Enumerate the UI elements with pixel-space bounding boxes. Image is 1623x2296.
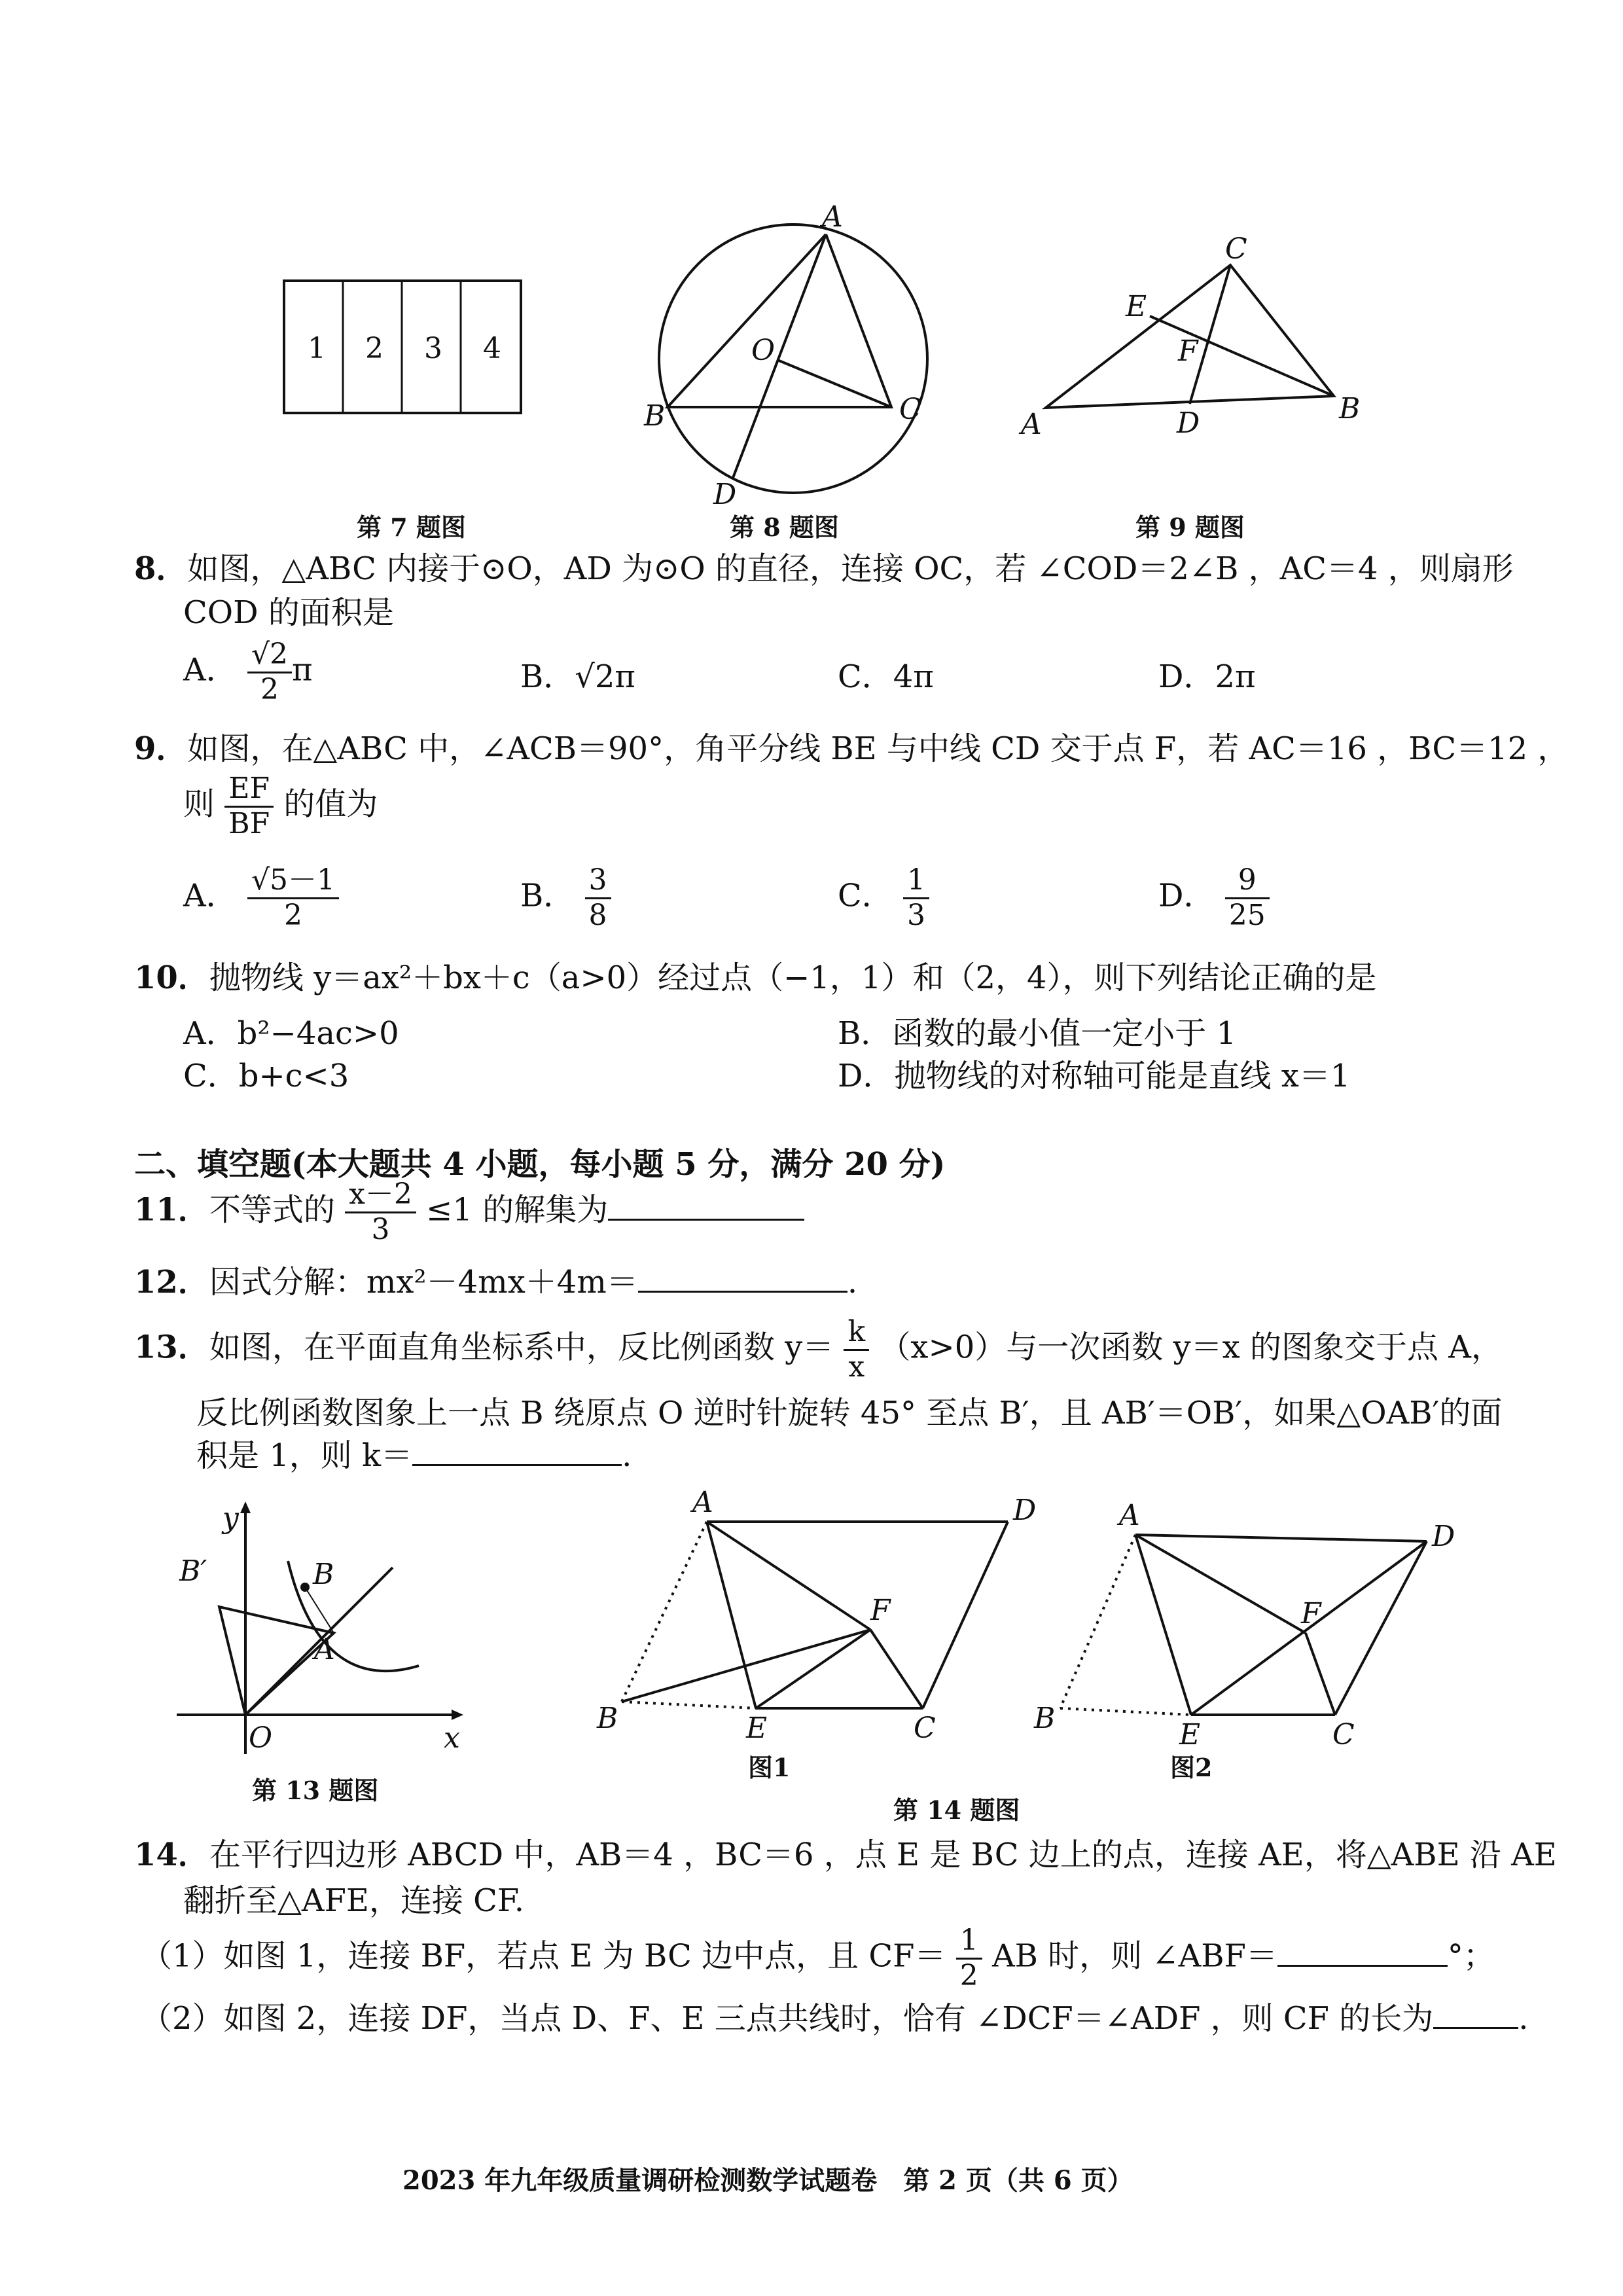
- question-11-answer-blank[interactable]: [608, 1218, 804, 1221]
- fig8-label-D: D: [713, 478, 737, 511]
- question-8-option-d: D．2π: [1158, 658, 1256, 695]
- fig14-caption: 第 14 题图: [893, 1795, 1020, 1825]
- question-14-part-1: （1）如图 1，连接 BF，若点 E 为 BC 边中点，且 CF＝ $\frac{1}{2}$ AB 时，则 ∠ABF＝ °；: [141, 1924, 1495, 1992]
- question-8-line2: COD 的面积是: [183, 594, 394, 631]
- question-13-line2: 反比例函数图象上一点 B 绕原点 O 逆时针旋转 45° 至点 B′，且 AB′＝OB′，如果△OAB′的面: [196, 1395, 1503, 1431]
- question-10-option-a: A．b²−4ac>0: [183, 1015, 399, 1052]
- fig14a-caption: 图1: [748, 1753, 791, 1782]
- fig14a-label-E: E: [746, 1712, 768, 1745]
- question-8-option-a: A． $\frac{√2}{2}$ π: [183, 637, 313, 706]
- question-9-option-a: A． $\frac{√5-1}{2}$: [183, 864, 339, 932]
- fig14a-label-D: D: [1013, 1494, 1037, 1527]
- question-14-line1: 14．在平行四边形 ABCD 中，AB＝4 ，BC＝6 ，点 E 是 BC 边上的点，连接 AE，将△ABE 沿 AE: [134, 1837, 1557, 1873]
- fig14b-label-E: E: [1179, 1718, 1201, 1751]
- fig8-caption: 第 8 题图: [730, 512, 839, 542]
- fig13-label-y: y: [223, 1501, 239, 1535]
- fig9-label-C: C: [1225, 232, 1247, 266]
- question-8-number: 8．: [134, 550, 188, 587]
- fig14a-label-A: A: [692, 1486, 713, 1519]
- fig9-caption: 第 9 题图: [1135, 512, 1245, 542]
- question-14-part-2: （2）如图 2，连接 DF，当点 D、F、E 三点共线时，恰有 ∠DCF＝∠ADF ，则 CF 的长为 .: [141, 2000, 1529, 2037]
- fig7-cell-3: 3: [424, 332, 442, 365]
- question-13-answer-blank[interactable]: [412, 1463, 622, 1466]
- question-13-line3: 积是 1，则 k＝ .: [196, 1437, 632, 1474]
- question-9-option-b: B． $\frac{3}{8}$: [520, 864, 611, 932]
- question-12: 12．因式分解：mx²－4mx＋4m＝ .: [134, 1264, 858, 1300]
- fig13-label-B: B: [313, 1558, 334, 1591]
- fig14a-label-B: B: [597, 1702, 618, 1735]
- fig14b-label-C: C: [1332, 1718, 1355, 1751]
- question-8-option-c: C．4π: [838, 658, 934, 695]
- question-13-line1: 13．如图，在平面直角坐标系中，反比例函数 y＝ $\frac{k}{x}$ （x>0）与一次函数 y＝x 的图象交于点 A，: [134, 1315, 1503, 1384]
- question-11-number: 11．: [134, 1191, 209, 1229]
- question-10-option-b: B．函数的最小值一定小于 1: [838, 1015, 1237, 1052]
- question-14-number: 14．: [134, 1837, 209, 1873]
- fig13-label-A: A: [314, 1633, 335, 1666]
- fig7-cell-2: 2: [365, 332, 383, 365]
- question-14-part-2-answer-blank[interactable]: [1433, 2026, 1518, 2029]
- question-11: 11．不等式的 $\frac{x-2}{3}$ ≤1 的解集为: [134, 1178, 804, 1246]
- figure-9-drawing: [1021, 232, 1368, 442]
- fig7-cell-1: 1: [308, 332, 326, 365]
- question-9-line1: [134, 730, 1569, 767]
- question-8-line1: [134, 550, 1514, 587]
- fig8-label-A: A: [822, 200, 843, 234]
- fig9-label-A: A: [1021, 408, 1042, 441]
- fig13-label-Bprime: B′: [179, 1554, 207, 1588]
- fig14a-label-F: F: [870, 1594, 891, 1627]
- figure-7-drawing: [281, 278, 524, 416]
- question-10-line1: [134, 962, 1377, 994]
- fig7-cell-4: 4: [483, 332, 501, 365]
- figure-14-1: [589, 1486, 1060, 1761]
- question-14-line2: 翻折至△AFE，连接 CF.: [183, 1882, 524, 1919]
- question-8-text: 如图，△ABC 内接于⊙O，AD 为⊙O 的直径，连接 OC，若 ∠COD＝2∠B ，AC＝4 ，则扇形: [187, 550, 1514, 587]
- fig14b-label-D: D: [1432, 1520, 1455, 1553]
- figure-14-2: [1008, 1499, 1492, 1761]
- fig9-label-E: E: [1126, 290, 1147, 323]
- fig8-label-B: B: [644, 399, 666, 433]
- fig14b-caption: 图2: [1170, 1753, 1213, 1782]
- question-14-part-1-answer-blank[interactable]: [1277, 1964, 1448, 1967]
- fig9-label-D: D: [1177, 406, 1200, 440]
- figure-14-2-drawing: [1008, 1499, 1492, 1761]
- question-12-answer-blank[interactable]: [638, 1290, 847, 1293]
- fig8-label-O: O: [751, 334, 776, 367]
- question-13-number: 13．: [134, 1329, 209, 1366]
- question-10-number: 10．: [134, 960, 209, 996]
- fig14b-label-B: B: [1034, 1702, 1056, 1735]
- fig14b-label-A: A: [1119, 1499, 1140, 1532]
- question-8-option-b: B．√2π: [520, 658, 635, 695]
- fig9-label-B: B: [1339, 392, 1361, 425]
- figure-9: [1021, 232, 1368, 442]
- fig7-caption: 第 7 题图: [357, 512, 466, 542]
- question-9-option-c: C． $\frac{1}{3}$: [838, 864, 929, 932]
- question-12-number: 12．: [134, 1264, 209, 1300]
- question-10-text: 抛物线 y＝ax²＋bx＋c（a>0）经过点（−1，1）和（2，4），则下列结论正确的是: [209, 960, 1377, 996]
- question-9-line2: 则 $\frac{EF}{BF}$ 的值为: [183, 772, 378, 840]
- fig14b-label-F: F: [1301, 1597, 1321, 1630]
- figure-7: [281, 278, 524, 416]
- figure-13: [170, 1499, 484, 1754]
- fig13-caption: 第 13 题图: [252, 1776, 379, 1805]
- fig13-label-x: x: [444, 1721, 460, 1755]
- question-9-number: 9．: [134, 730, 188, 767]
- question-10-option-c: C．b+c<3: [183, 1058, 349, 1094]
- section-2-heading: 二、填空题(本大题共 4 小题，每小题 5 分，满分 20 分): [134, 1146, 946, 1183]
- question-10-option-d: D．抛物线的对称轴可能是直线 x＝1: [838, 1058, 1351, 1094]
- figure-14-1-drawing: [589, 1486, 1060, 1761]
- fig8-label-C: C: [899, 393, 921, 426]
- figure-8: [641, 200, 942, 511]
- figure-13-drawing: [170, 1499, 484, 1754]
- figure-8-drawing: [641, 200, 942, 511]
- question-9-option-d: D． $\frac{9}{25}$: [1158, 864, 1270, 932]
- page-footer: 2023 年九年级质量调研检测数学试题卷 第 2 页（共 6 页）: [402, 2165, 1133, 2196]
- fig13-label-O: O: [249, 1721, 273, 1755]
- fig14a-label-C: C: [914, 1712, 936, 1745]
- question-9-text: 如图，在△ABC 中，∠ACB＝90°，角平分线 BE 与中线 CD 交于点 F，若 AC＝16 ，BC＝12 ，: [187, 730, 1569, 767]
- fig9-label-F: F: [1178, 334, 1198, 368]
